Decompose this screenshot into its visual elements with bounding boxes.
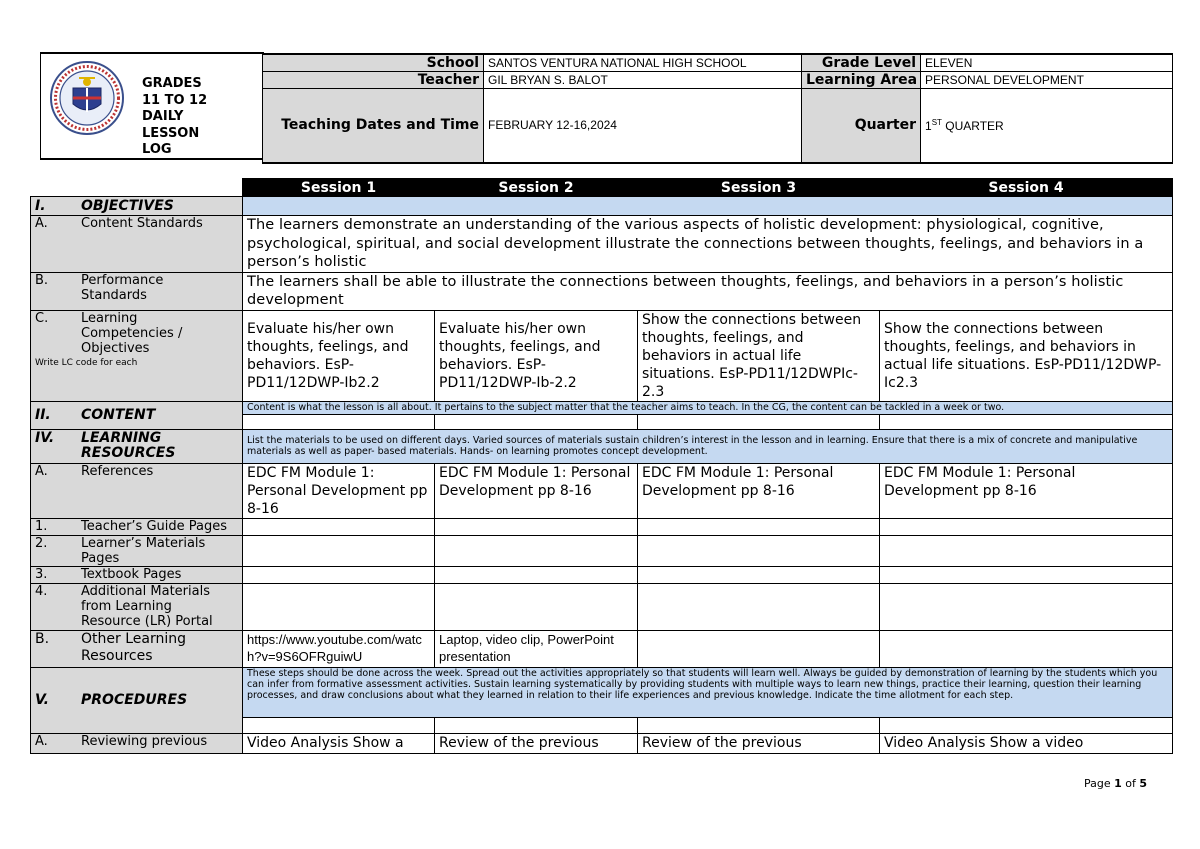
content-note: Content is what the lesson is all about. It pertains to the subject matter that the teacher aims to teach. In the CG, the content can be tackled in a week or two. [243, 401, 1173, 414]
teachers-guide-row [31, 518, 1173, 535]
procedures-note: These steps should be done across the week. Spread out the activities appropriately so that students will learn well. Always be guided by demonstration of learning by the students which you can infer from formative assessment activities. Sustain learning systematically by providing students with multiple ways to learn new things, practice their learning, question their learning processes, and draw conclusions about what they learned in relation to their life experiences and previous knowledge. Indicate the time allotment for each step. [243, 667, 1173, 717]
learners-materials-row [31, 535, 1173, 566]
page-label: Page [1084, 777, 1111, 790]
other-resources-row [31, 630, 1173, 667]
performance-standards-text: The learners shall be able to illustrate the connections between thoughts, feelings, and behaviors in a person’s holistic development [243, 272, 1173, 310]
teacher-value: GIL BRYAN S. BALOT [484, 72, 802, 89]
performance-standards-row [31, 272, 1173, 310]
procedures-number: V. [35, 691, 49, 708]
other-resources-session-2: Laptop, video clip, PowerPoint presentation [435, 630, 638, 667]
textbook-label: Textbook Pages [81, 566, 182, 582]
reviewing-session-2: Review of the previous [435, 733, 638, 753]
teaching-dates-value: FEBRUARY 12-16,2024 [484, 89, 802, 163]
quarter-number: 1 [925, 118, 932, 133]
session-4-header: Session 4 [880, 179, 1173, 197]
learning-resources-title: LEARNING RESOURCES [81, 430, 176, 461]
grades-title: GRADES 11 TO 12 DAILY LESSON LOG [142, 76, 208, 157]
performance-standards-label: Performance Standards [81, 272, 164, 303]
competencies-number: C. [35, 310, 49, 326]
reviewing-label: Reviewing previous [81, 733, 208, 749]
grade-level-value: ELEVEN [921, 54, 1173, 72]
references-session-1: EDC FM Module 1: Personal Development pp 8-16 [243, 463, 435, 518]
objectives-title: OBJECTIVES [81, 197, 174, 214]
references-row [31, 463, 1173, 518]
quarter-value [921, 89, 1173, 163]
quarter-word: QUARTER [941, 118, 1004, 133]
content-standards-text: The learners demonstrate an understanding of the various aspects of holistic development: physiological, cognitive, psychological, spiritual, and social development illustrate the connections between thoughts, feelings, and behaviors in a person’s holistic [243, 216, 1173, 273]
session-1-header: Session 1 [243, 179, 435, 197]
session-2-header: Session 2 [435, 179, 638, 197]
learning-resources-row [31, 429, 1173, 463]
lesson-table [30, 178, 1173, 754]
competencies-sublabel: Write LC code for each [35, 357, 138, 368]
other-resources-session-4 [880, 630, 1173, 667]
reviewing-row [31, 733, 1173, 753]
reviewing-number: A. [35, 733, 48, 749]
page-total: 5 [1139, 777, 1148, 790]
additional-materials-row [31, 583, 1173, 630]
performance-standards-number: B. [35, 272, 49, 288]
session-3-header: Session 3 [638, 179, 880, 197]
competency-session-1: Evaluate his/her own thoughts, feelings, and behaviors. EsP-PD11/12DWP-Ib2.2 [243, 310, 435, 401]
competency-session-4: Show the connections between thoughts, feelings, and behaviors in actual life situations. EsP-PD11/12DWP-Ic2.3 [880, 310, 1173, 401]
learning-resources-note: List the materials to be used on different days. Varied sources of materials sustain children’s interest in the lesson and in learning. Ensure that there is a mix of concrete and manipulative materials as well as paper- based materials. Hands- on learning promotes concept development. [243, 429, 1173, 463]
logo-block [40, 52, 264, 160]
other-resources-number: B. [35, 630, 50, 647]
textbook-row [31, 566, 1173, 583]
content-standards-number: A. [35, 216, 48, 231]
page-current: 1 [1114, 777, 1122, 790]
additional-materials-number: 4. [35, 583, 48, 599]
content-note-row [31, 401, 1173, 414]
content-title: CONTENT [81, 406, 156, 423]
teaching-dates-label: Teaching Dates and Time [263, 89, 484, 163]
grade-level-label: Grade Level [802, 54, 921, 72]
competency-session-2: Evaluate his/her own thoughts, feelings, and behaviors. EsP-PD11/12DWP-Ib-2.2 [435, 310, 638, 401]
references-number: A. [35, 463, 48, 479]
other-resources-session-3 [638, 630, 880, 667]
session-header-row [31, 179, 1173, 197]
learners-materials-number: 2. [35, 535, 48, 551]
content-standards-label: Content Standards [81, 216, 203, 231]
objectives-number: I. [35, 197, 46, 214]
deped-seal-icon [49, 60, 125, 136]
page-number [1084, 777, 1147, 790]
teachers-guide-label: Teacher’s Guide Pages [81, 518, 228, 534]
competency-session-3: Show the connections between thoughts, feelings, and behaviors in actual life situations. EsP-PD11/12DWPIc-2.3 [638, 310, 880, 401]
header-info-table [262, 53, 1173, 164]
page-of: of [1125, 777, 1136, 790]
learners-materials-label: Learner’s Materials Pages [81, 535, 206, 566]
quarter-suffix: ST [931, 117, 942, 127]
procedures-title: PROCEDURES [81, 691, 188, 708]
reviewing-session-3: Review of the previous [638, 733, 880, 753]
content-number: II. [35, 406, 51, 423]
references-session-3: EDC FM Module 1: Personal Development pp 8-16 [638, 463, 880, 518]
references-session-4: EDC FM Module 1: Personal Development pp 8-16 [880, 463, 1173, 518]
other-resources-label: Other Learning Resources [81, 630, 186, 664]
references-label: References [81, 463, 154, 479]
quarter-label: Quarter [802, 89, 921, 163]
learning-area-label: Learning Area [802, 72, 921, 89]
procedures-row [31, 667, 1173, 717]
competencies-label: Learning Competencies / Objectives [81, 310, 183, 356]
textbook-number: 3. [35, 566, 48, 582]
reviewing-session-4: Video Analysis Show a video [880, 733, 1173, 753]
learning-resources-number: IV. [35, 430, 55, 446]
reviewing-session-1: Video Analysis Show a [243, 733, 435, 753]
additional-materials-label: Additional Materials from Learning Resource (LR) Portal [81, 583, 213, 629]
school-value: SANTOS VENTURA NATIONAL HIGH SCHOOL [484, 54, 802, 72]
objectives-row [31, 197, 1173, 216]
references-session-2: EDC FM Module 1: Personal Development pp 8-16 [435, 463, 638, 518]
content-standards-row [31, 216, 1173, 273]
teacher-label: Teacher [263, 72, 484, 89]
school-label: School [263, 54, 484, 72]
learning-area-value: PERSONAL DEVELOPMENT [921, 72, 1173, 89]
teachers-guide-number: 1. [35, 518, 48, 534]
competencies-row [31, 310, 1173, 401]
other-resources-session-1: https://www.youtube.com/watch?v=9S6OFRguiwU [243, 630, 435, 667]
